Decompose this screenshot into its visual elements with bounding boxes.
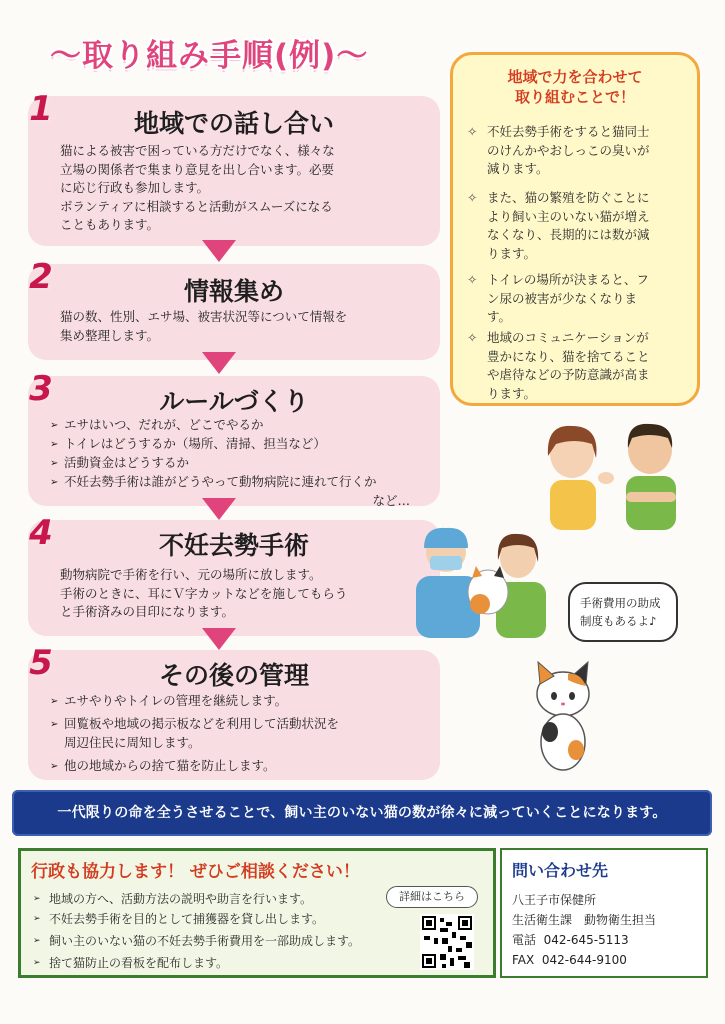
list-item: ➢ 不妊去勢手術は誰がどうやって動物病院に連れて行くか	[50, 474, 377, 489]
contact-fax: FAX 042-644-9100	[512, 953, 627, 967]
step-number: 3	[29, 369, 53, 409]
list-item: ➢ エサやりやトイレの管理を継続します。	[50, 693, 288, 708]
list-item: ➢ エサはいつ、だれが、どこでやるか	[50, 417, 264, 432]
step-5	[28, 643, 440, 780]
step-body: 動物病院で手術を行い、元の場所に放します。 手術のときに、耳にＶ字カットなどを施してもらう と手術済みの目印になります。	[60, 567, 348, 619]
list-item: ✧ 不妊去勢手術をすると猫同士 のけんかやおしっこの臭いが 減ります。	[467, 123, 687, 179]
speech-text: 手術費用の助成 制度もあるよ♪	[580, 596, 661, 628]
diamond-icon: ✧	[467, 272, 478, 287]
step-title: 不妊去勢手術	[158, 531, 309, 560]
step-number: 1	[29, 89, 53, 129]
vet-and-cat-illustration	[410, 522, 560, 638]
key-message-banner	[12, 790, 712, 836]
list-item: ➢ 地域の方へ、活動方法の説明や助言を行います。	[33, 892, 313, 906]
list-item: ➢ 飼い主のいない猫の不妊去勢手術費用を一部助成します。	[33, 934, 361, 948]
contact-org: 八王子市保健所	[512, 893, 597, 907]
step-4	[28, 513, 440, 636]
diamond-icon: ✧	[467, 330, 478, 345]
step-title: 地域での話し合い	[133, 109, 334, 138]
step-number: 2	[29, 257, 53, 297]
details-link[interactable]: 詳細はこちら	[386, 886, 478, 908]
list-item: ➢ 捨て猫防止の看板を配布します。	[33, 956, 229, 970]
list-item: ➢ トイレはどうするか（場所、清掃、担当など）	[50, 436, 326, 451]
step-title: 情報集め	[183, 277, 284, 306]
list-item: ➢ 活動資金はどうするか	[50, 455, 190, 470]
list-item: ➢ 他の地域からの捨て猫を防止します。	[50, 757, 276, 773]
diamond-icon: ✧	[467, 190, 478, 205]
banner-text: 一代限りの命を全うさせることで、飼い主のいない猫の数が徐々に減っていくことになります。	[57, 805, 667, 821]
contact-phone: 電話 042-645-5113	[512, 933, 629, 947]
diamond-icon: ✧	[467, 124, 478, 139]
step-title: ルールづくり	[159, 387, 309, 416]
calico-cat-illustration	[528, 650, 598, 774]
list-item: ✧ また、猫の繁殖を防ぐことに より飼い主のいない猫が増え なくなり、長期的には数が減 ります。	[467, 189, 687, 263]
support-title: 行政も協力します！ ぜひご相談ください！	[31, 862, 360, 882]
benefits-callout	[450, 52, 700, 406]
contact-dept: 生活衛生課 動物衛生担当	[512, 913, 657, 927]
step-number: 5	[29, 643, 53, 683]
speech-bubble	[568, 582, 678, 642]
list-item: ➢ 回覧板や地域の掲示板などを利用して活動状況を	[50, 716, 340, 731]
contact-title: 問い合わせ先	[512, 861, 609, 880]
callout-title: 地域で力を合わせて 取り組むことで！	[507, 68, 643, 106]
step-body: 猫の数、性別、エサ場、被害状況等について情報を 集め整理します。	[60, 309, 348, 343]
arrow-down-icon	[202, 498, 236, 520]
list-item: ✧ トイレの場所が決まると、フ ン尿の被害が少なくなりま す。	[467, 271, 687, 327]
step-1	[28, 89, 440, 246]
step-number: 4	[29, 513, 53, 553]
list-item: ✧ 地域のコミュニケーションが 豊かになり、猫を捨てること や虐待などの予防意識が高ま ります。	[467, 329, 687, 403]
qr-code-icon[interactable]	[420, 914, 474, 970]
step-2	[28, 257, 440, 360]
step-body: 猫による被害で困っている方だけでなく、様々な 立場の関係者で集まり意見を出し合います。必要 に応じ行政も参加します。 ボランティアに相談すると活動がスムーズになる こともあります。	[60, 143, 335, 232]
step-3	[28, 369, 440, 508]
residents-talking-illustration	[522, 414, 702, 530]
contact-box	[500, 848, 708, 978]
arrow-down-icon	[202, 352, 236, 374]
list-item: ➢ 不妊去勢手術を目的として捕獲器を貸し出します。	[33, 912, 325, 926]
step-body: ➢ エサはいつ、だれが、どこでやるか ➢ トイレはどうするか（場所、清掃、担当など） ➢ 活動資金はどうするか ➢ 不妊去勢手術は誰がどうやって動物病院に連れて行くか など…	[50, 416, 424, 511]
step-title: その後の管理	[158, 661, 309, 690]
arrow-down-icon	[202, 240, 236, 262]
arrow-down-icon	[202, 628, 236, 650]
step-body: ➢ エサやりやトイレの管理を継続します。 ➢ 回覧板や地域の掲示板などを利用して活動状況を 周辺住民に周知します。 ➢ 他の地域からの捨て猫を防止します。	[50, 692, 424, 776]
page-title: ～取り組み手順(例)～	[50, 38, 369, 74]
